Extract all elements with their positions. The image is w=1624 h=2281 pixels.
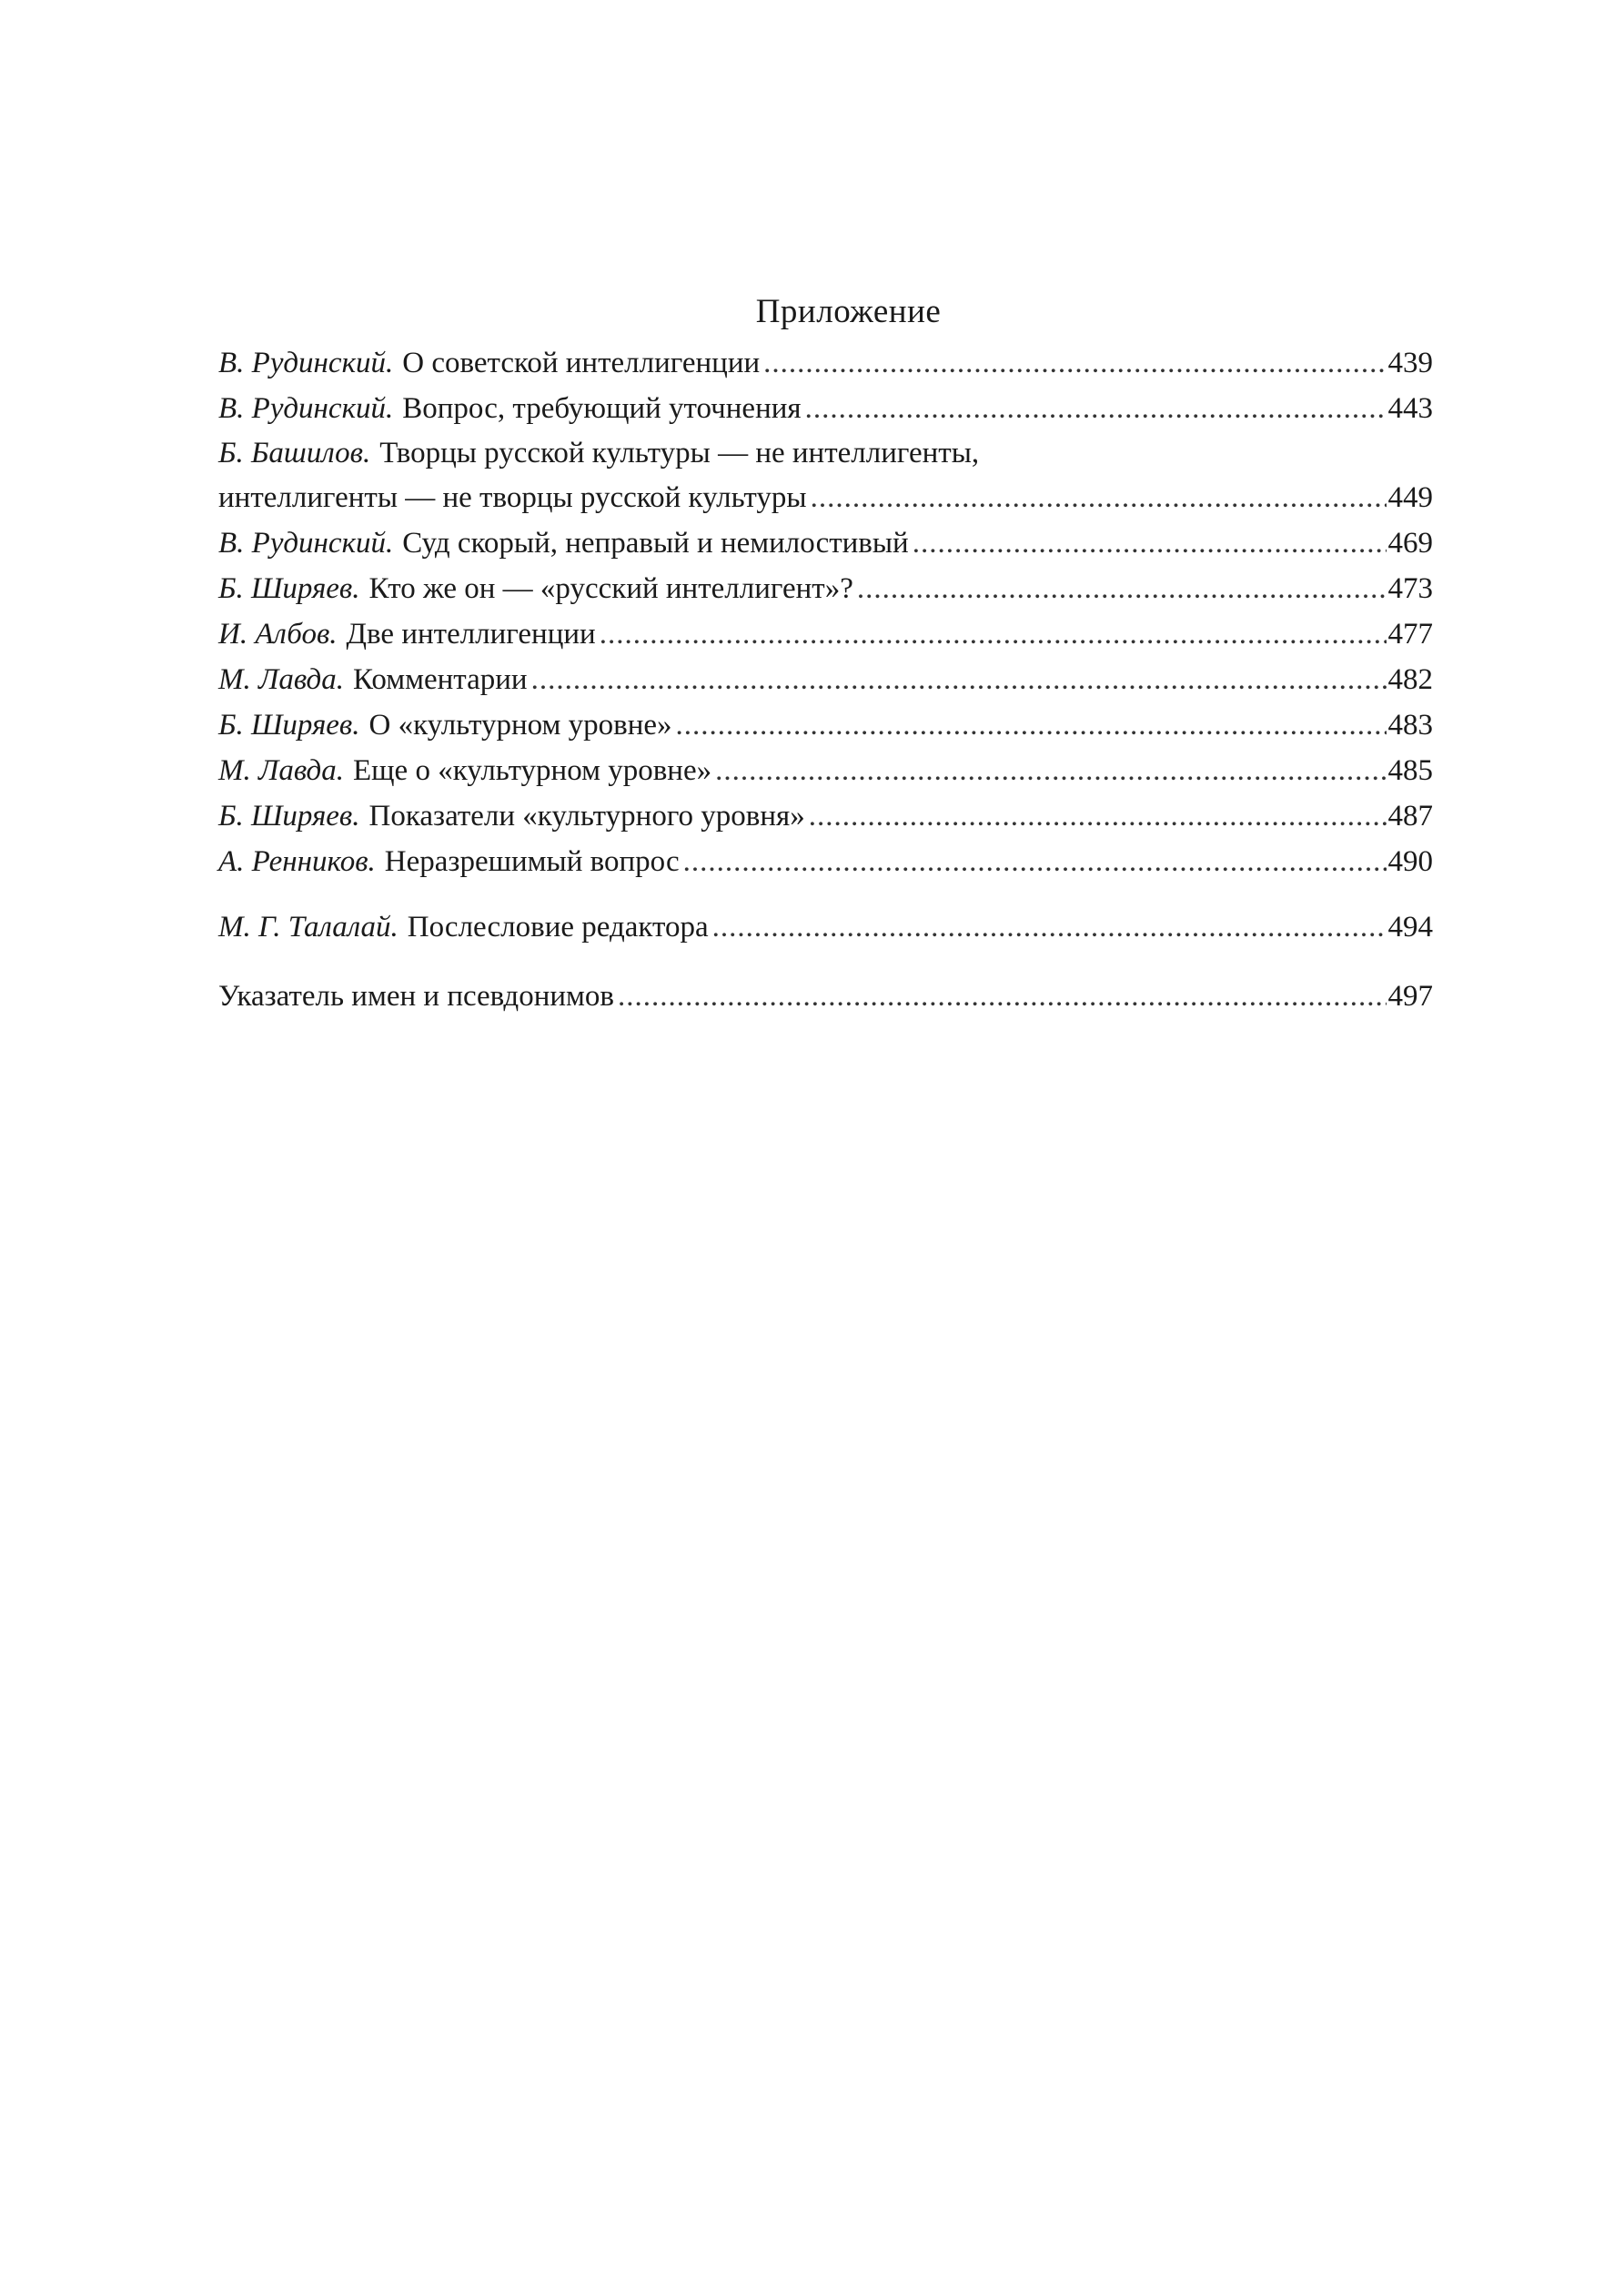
entry-page-number: 439 <box>1387 347 1433 379</box>
entry-author: М. Лавда. <box>218 663 344 696</box>
dot-leader <box>531 657 1387 702</box>
toc-entry[interactable] <box>218 657 1433 702</box>
entry-page-number: 473 <box>1387 572 1433 605</box>
dot-leader <box>600 611 1387 657</box>
entry-page-number: 497 <box>1387 980 1433 1013</box>
entry-title: Комментарии <box>352 663 528 696</box>
entry-second-line <box>218 475 1433 520</box>
entry-title: Вопрос, требующий уточнения <box>402 392 802 425</box>
entry-title: Показатели «культурного уровня» <box>368 800 805 833</box>
toc-entry[interactable] <box>218 340 1433 386</box>
dot-leader <box>676 702 1387 748</box>
toc-entry[interactable] <box>218 386 1433 431</box>
entry-title: Неразрешимый вопрос <box>384 845 680 878</box>
toc-entry[interactable] <box>218 520 1433 566</box>
entry-author: А. Ренников. <box>218 845 376 878</box>
toc-entry[interactable] <box>218 839 1433 884</box>
entry-page-number: 487 <box>1387 800 1433 833</box>
entry-page-number: 490 <box>1387 845 1433 878</box>
dot-leader <box>809 793 1387 839</box>
toc-entry[interactable] <box>218 431 1433 520</box>
dot-leader <box>715 748 1386 793</box>
entry-title: Еще о «культурном уровне» <box>352 754 712 787</box>
entry-page-number: 483 <box>1387 709 1433 742</box>
entry-first-line <box>218 431 1433 475</box>
dot-leader <box>857 566 1387 611</box>
dot-leader <box>683 839 1387 884</box>
dot-leader <box>763 340 1386 386</box>
entry-author: В. Рудинский. <box>218 392 394 425</box>
entry-title: О «культурном уровне» <box>368 709 672 742</box>
entry-title: Послесловие редактора <box>407 911 709 944</box>
toc-entry[interactable] <box>218 702 1433 748</box>
dot-leader <box>712 904 1387 950</box>
entry-title: Кто же он — «русский интеллигент»? <box>368 572 853 605</box>
toc-entry[interactable] <box>218 566 1433 611</box>
toc-entry[interactable] <box>218 793 1433 839</box>
toc-entry[interactable] <box>218 611 1433 657</box>
entry-page-number: 485 <box>1387 754 1433 787</box>
entry-author: М. Лавда. <box>218 754 344 787</box>
entry-author: Б. Ширяев. <box>218 572 360 605</box>
entry-page-number: 477 <box>1387 618 1433 651</box>
spacer <box>218 950 1433 974</box>
entry-page-number: 449 <box>1387 481 1433 514</box>
toc-entry-afterword[interactable] <box>218 904 1433 950</box>
table-of-contents <box>218 289 1433 1019</box>
dot-leader <box>913 520 1387 566</box>
entry-author: Б. Ширяев. <box>218 800 360 833</box>
entry-title-line1: Творцы русской культуры — не интеллигенты, <box>379 437 980 469</box>
section-title: Приложение <box>755 293 942 330</box>
entry-page-number: 494 <box>1387 911 1433 944</box>
entry-title: О советской интеллигенции <box>402 347 761 379</box>
entry-title: Указатель имен и псевдонимов <box>218 980 615 1013</box>
entry-title: Две интеллигенции <box>346 618 596 651</box>
dot-leader <box>805 386 1387 431</box>
entry-page-number: 469 <box>1387 527 1433 560</box>
dot-leader <box>618 974 1386 1019</box>
entry-title: интеллигенты — не творцы русской культуры <box>218 481 807 514</box>
entry-page-number: 443 <box>1387 392 1433 425</box>
dot-leader <box>811 475 1387 520</box>
spacer <box>218 884 1433 904</box>
entry-title: Суд скорый, неправый и немилостивый <box>402 527 909 560</box>
entry-author: И. Албов. <box>218 618 338 651</box>
entry-author: М. Г. Талалай. <box>218 911 398 944</box>
entry-author: В. Рудинский. <box>218 527 394 560</box>
toc-entry[interactable] <box>218 748 1433 793</box>
entry-page-number: 482 <box>1387 663 1433 696</box>
toc-entry-index[interactable] <box>218 974 1433 1019</box>
entry-author: В. Рудинский. <box>218 347 394 379</box>
entry-author: Б. Башилов. <box>218 437 371 469</box>
entry-author: Б. Ширяев. <box>218 709 360 742</box>
